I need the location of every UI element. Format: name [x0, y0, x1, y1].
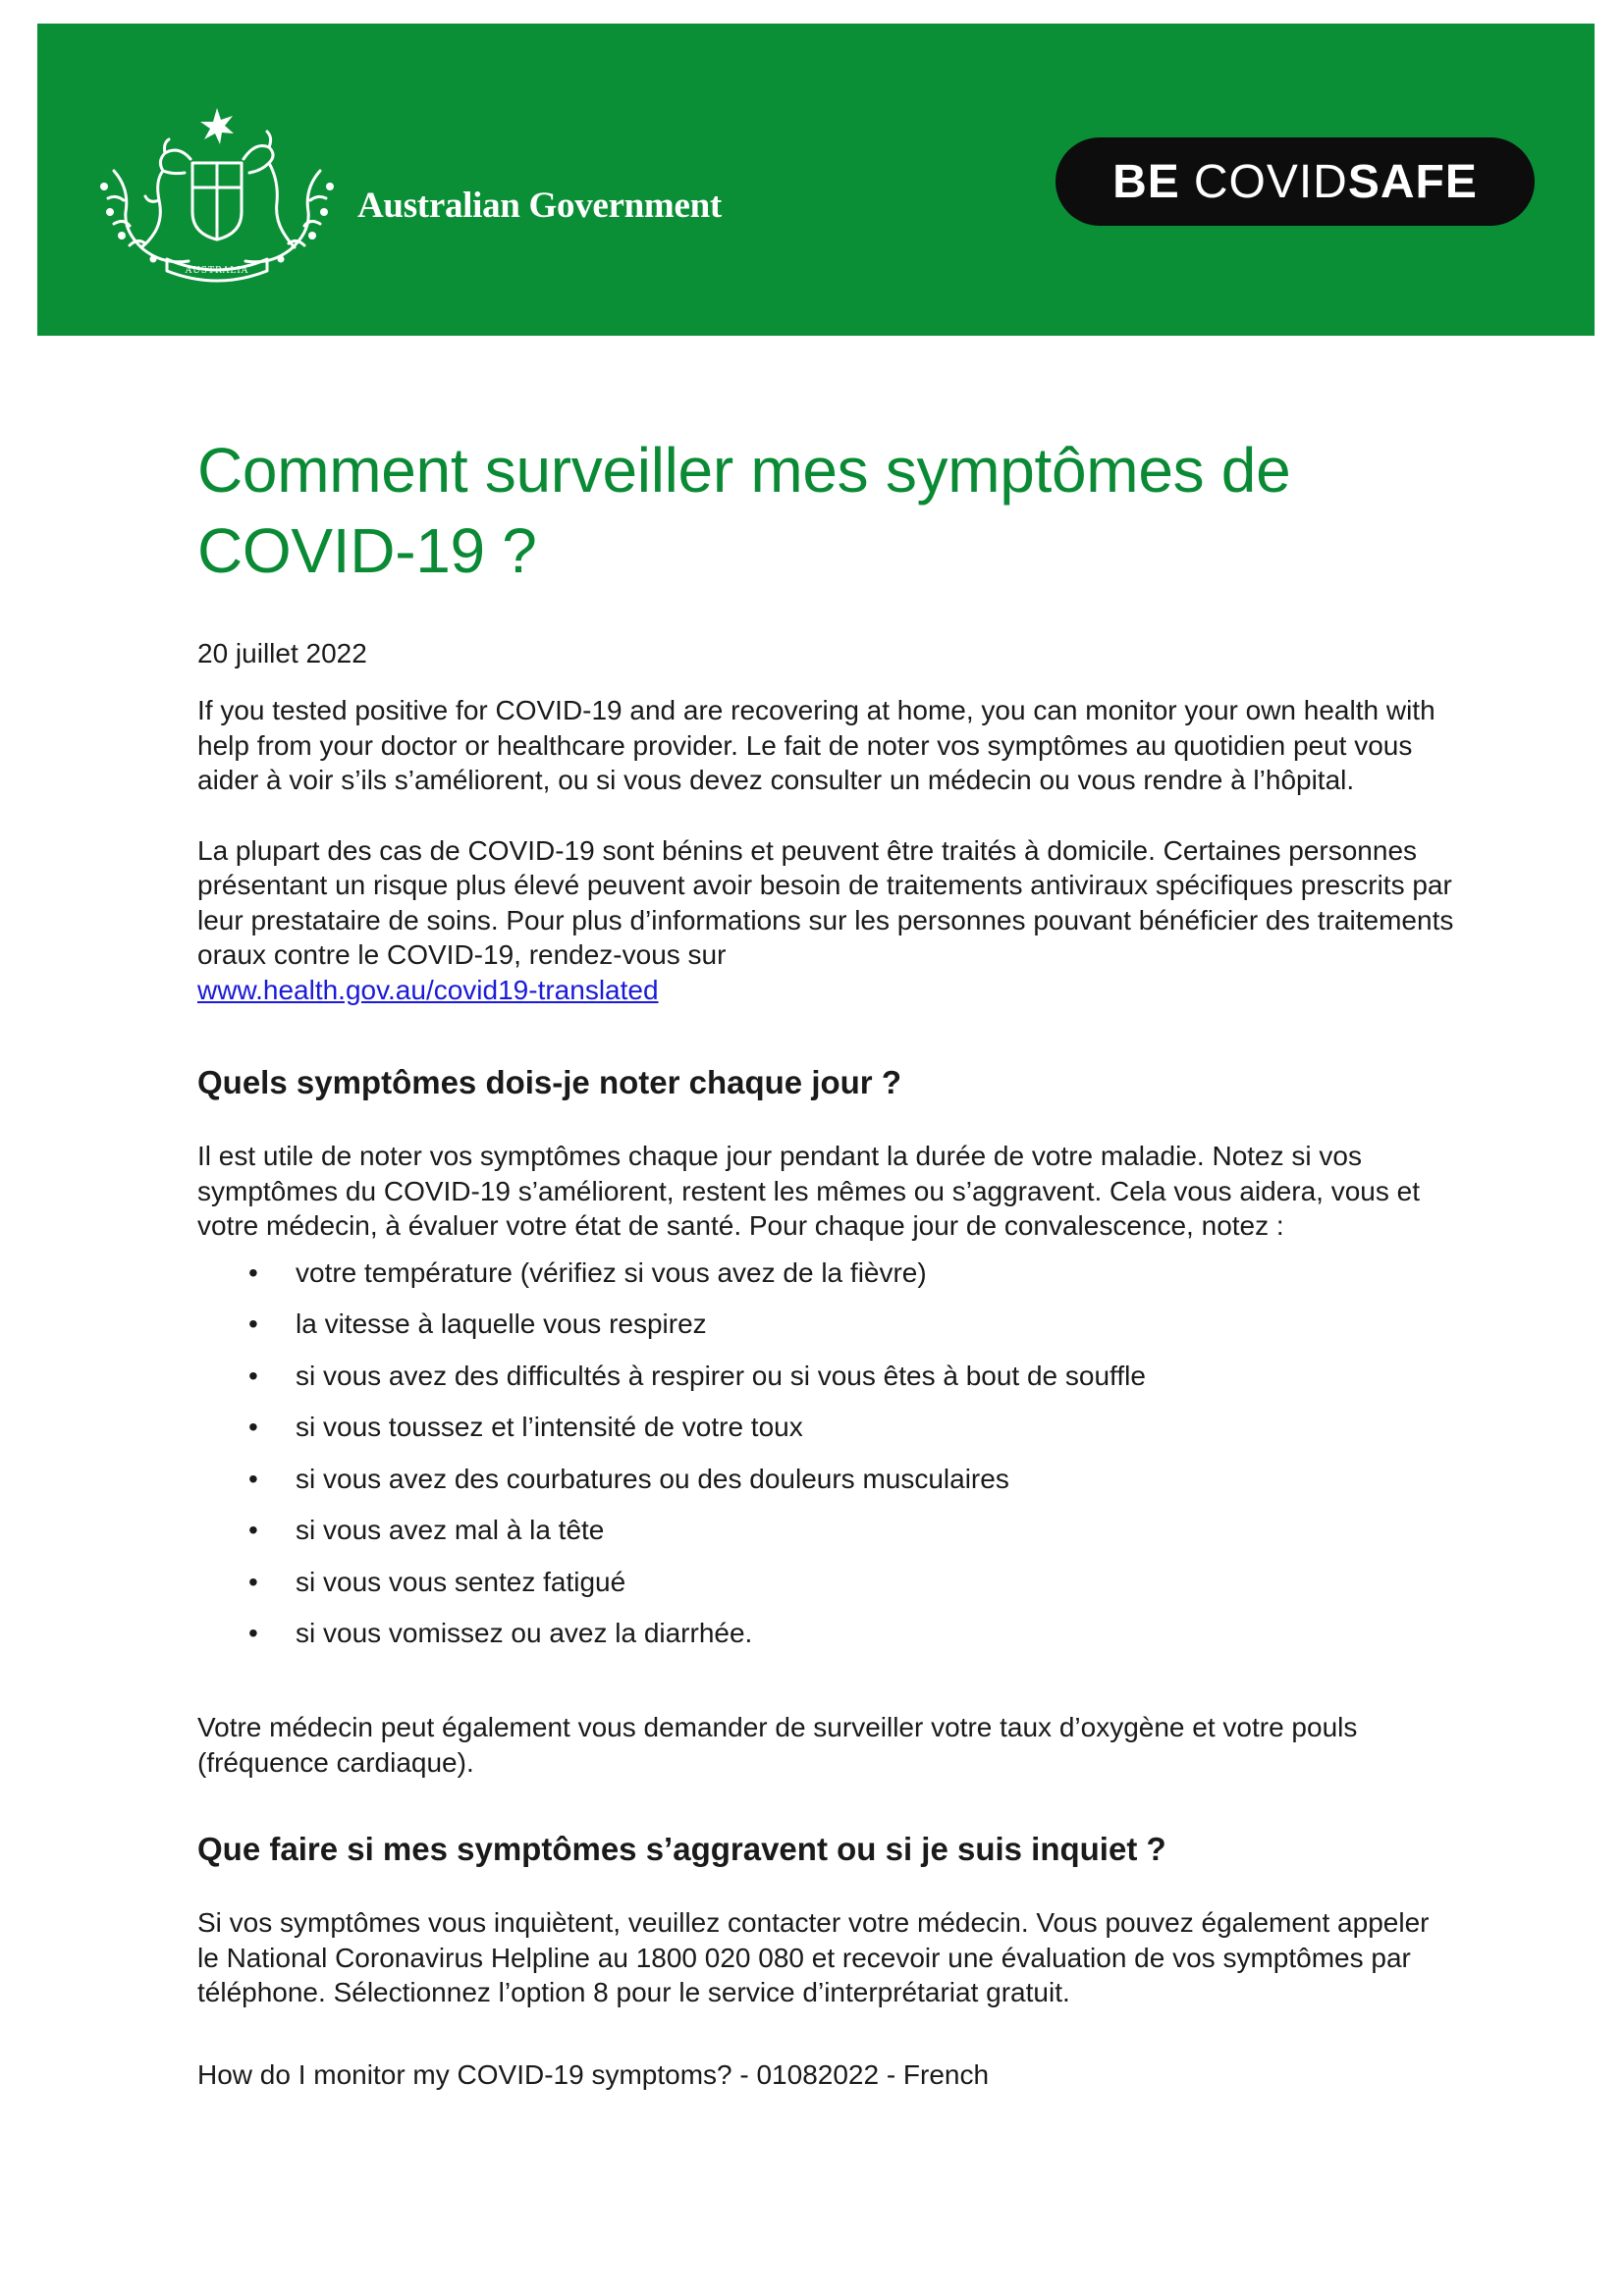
section-heading-daily-symptoms: Quels symptômes dois-je noter chaque jour ?	[197, 1064, 901, 1100]
badge-word-be: BE	[1112, 155, 1180, 208]
oxygen-paragraph: Votre médecin peut également vous demander de surveiller votre taux d’oxygène et votre pouls (fréquence cardiaque).	[197, 1712, 1358, 1778]
list-item-text: si vous avez des courbatures ou des douleurs musculaires	[296, 1463, 1009, 1494]
bullet-icon: •	[248, 1360, 258, 1391]
list-item	[197, 1359, 1454, 1394]
bullet-icon: •	[248, 1412, 258, 1442]
list-item-text: si vous toussez et l’intensité de votre toux	[296, 1412, 803, 1442]
publication-date: 20 juillet 2022	[197, 638, 367, 668]
symptom-list	[197, 1255, 1454, 1652]
coat-of-arms-logo	[94, 102, 340, 289]
list-item-text: si vous vous sentez fatigué	[296, 1566, 626, 1597]
list-item-text: la vitesse à laquelle vous respirez	[296, 1308, 707, 1339]
section-heading-worsening: Que faire si mes symptômes s’aggravent ou si je suis inquiet ?	[197, 1831, 1166, 1867]
bullet-icon: •	[248, 1618, 258, 1648]
crest-ribbon-text: AUSTRALIA	[185, 266, 249, 276]
badge-word-safe: SAFE	[1347, 155, 1478, 208]
list-item	[197, 1616, 1454, 1651]
page-title-line-2: COVID-19 ?	[197, 515, 537, 586]
page-title-line-1: Comment surveiller mes symptômes de	[197, 435, 1291, 506]
list-item-text: si vous avez des difficultés à respirer ou si vous êtes à bout de souffle	[296, 1360, 1146, 1391]
badge-word-covid: COVID	[1193, 155, 1348, 208]
list-item	[197, 1255, 1454, 1291]
list-item-text: si vous vomissez ou avez la diarrhée.	[296, 1618, 753, 1648]
bullet-icon: •	[248, 1308, 258, 1339]
health-gov-link[interactable]: www.health.gov.au/covid19-translated	[197, 974, 659, 1005]
intro-paragraph: If you tested positive for COVID-19 and are recovering at home, you can monitor your own health with help from your doctor or healthcare provider. Le fait de noter vos symptômes au quotidien peut vous aider à voir s’ils s’améliorent, ou si vous devez consulter un médecin ou vous rendre à l’hôpital.	[197, 695, 1435, 795]
page-title	[197, 430, 1454, 591]
bullet-icon: •	[248, 1463, 258, 1494]
document-footer: How do I monitor my COVID-19 symptoms? - 01082022 - French	[197, 2058, 990, 2090]
worsening-paragraph: Si vos symptômes vous inquiètent, veuillez contacter votre médecin. Vous pouvez également appeler le National Coronavirus Helpline au 1800 020 080 et recevoir une évaluation de vos symptômes par téléphone. Sélectionnez l’option 8 pour le service d’interprétariat gratuit.	[197, 1907, 1430, 2007]
list-item	[197, 1410, 1454, 1445]
be-covidsafe-badge	[1056, 137, 1535, 226]
daily-symptoms-paragraph: Il est utile de noter vos symptômes chaque jour pendant la durée de votre maladie. Notez si vos symptômes du COVID-19 s’améliorent, restent les mêmes ou s’aggravent. Cela vous aidera, vous et votre médecin, à évaluer votre état de santé. Pour chaque jour de convalescence, notez :	[197, 1141, 1421, 1241]
bullet-icon: •	[248, 1515, 258, 1545]
bullet-icon: •	[248, 1256, 258, 1288]
government-name: Australian Government	[357, 186, 722, 226]
bullet-icon: •	[248, 1566, 258, 1597]
list-item	[197, 1565, 1454, 1600]
list-item-text: si vous avez mal à la tête	[296, 1515, 605, 1545]
list-item	[197, 1462, 1454, 1497]
document-body	[197, 430, 1454, 2093]
list-item-text: votre température (vérifiez si vous avez de la fièvre)	[296, 1256, 927, 1288]
list-item	[197, 1513, 1454, 1548]
list-item	[197, 1307, 1454, 1342]
cases-paragraph	[197, 833, 1454, 1008]
cases-paragraph-text: La plupart des cas de COVID-19 sont bénins et peuvent être traités à domicile. Certaines personnes présentant un risque plus élevé peuvent avoir besoin de traitements antiviraux spécifiques prescrits par leur prestataire de soins. Pour plus d’informations sur les personnes pouvant bénéficier des traitements oraux contre le COVID-19, rendez-vous sur	[197, 834, 1454, 970]
